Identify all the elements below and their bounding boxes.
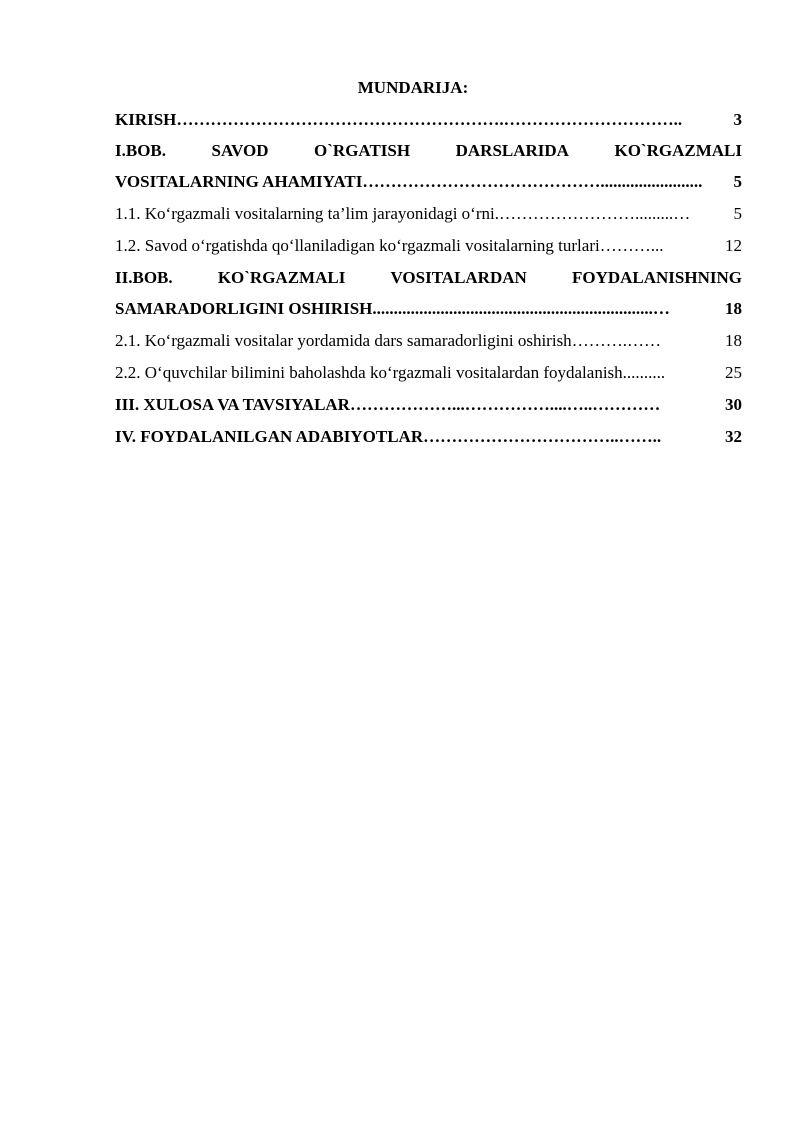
toc-entry-page: 5 [733, 204, 742, 223]
toc-entry-page: 32 [725, 427, 742, 446]
toc-entry-bob2-line1[interactable] [115, 266, 742, 290]
toc-word: II.BOB. [115, 268, 173, 287]
toc-entry-leader: …………………….........… [498, 204, 691, 223]
toc-word: I.BOB. [115, 141, 167, 160]
toc-entry-xulosa[interactable] [115, 393, 742, 417]
toc-entry-adabiyotlar[interactable] [115, 425, 742, 449]
toc-entry-page: 25 [725, 363, 742, 382]
toc-entry-1-1[interactable] [115, 202, 742, 226]
toc-title: MUNDARIJA: [357, 78, 469, 97]
toc-entry-text: 1.1. Ko‘rgazmali vositalarning ta’lim jarayonidagi o‘rni. [115, 204, 499, 223]
toc-word: VOSITALARDAN [390, 268, 527, 287]
toc-entry-leader: ………………………………………………….………………………….. [176, 110, 683, 129]
toc-entry-text: 2.2. O‘quvchilar bilimini baholashda ko‘rgazmali vositalardan foydalanish [115, 363, 623, 382]
toc-entry-kirish[interactable] [115, 108, 742, 132]
toc-word: SAVOD [211, 141, 269, 160]
toc-entry-bob2-line2[interactable] [115, 297, 742, 321]
toc-word: KO`RGAZMALI [217, 268, 346, 287]
toc-entry-leader: ………... [599, 236, 664, 255]
toc-entry-page: 5 [733, 172, 742, 191]
toc-entry-leader: ……………………………..…….. [423, 427, 662, 446]
toc-entry-bob1-line1[interactable] [115, 139, 742, 163]
toc-entry-page: 12 [725, 236, 742, 255]
toc-entry-page: 3 [733, 110, 742, 129]
toc-entry-text: SAMARADORLIGINI OSHIRISH [115, 299, 373, 318]
toc-word: FOYDALANISHNING [571, 268, 742, 287]
toc-entry-page: 30 [725, 395, 742, 414]
toc-entry-page: 18 [725, 331, 742, 350]
toc-entry-leader: ……….…… [571, 331, 661, 350]
toc-entry-2-2[interactable] [115, 361, 742, 385]
toc-entry-leader: ………………...……………....…..………… [349, 395, 661, 414]
toc-entry-text: IV. FOYDALANILGAN ADABIYOTLAR [115, 427, 424, 446]
toc-entry-text: 2.1. Ko‘rgazmali vositalar yordamida dars samaradorligini oshirish [115, 331, 572, 350]
toc-entry-bob1-line2[interactable] [115, 170, 742, 194]
toc-entry-text: KIRISH [115, 110, 177, 129]
toc-word: KO`RGAZMALI [614, 141, 742, 160]
toc-entry-leader: ..................................................................… [372, 299, 670, 318]
toc-entry-leader: ……………………………………........................ [362, 172, 703, 191]
table-of-contents [115, 108, 742, 449]
toc-entry-page: 18 [725, 299, 742, 318]
toc-entry-text: III. XULOSA VA TAVSIYALAR [115, 395, 350, 414]
toc-entry-leader: .......... [622, 363, 666, 382]
toc-entry-text: VOSITALARNING AHAMIYATI [115, 172, 363, 191]
toc-word: DARSLARIDA [455, 141, 569, 160]
toc-entry-text: 1.2. Savod o‘rgatishda qo‘llaniladigan ko‘rgazmali vositalarning turlari [115, 236, 600, 255]
toc-entry-2-1[interactable] [115, 329, 742, 353]
toc-entry-1-2[interactable] [115, 234, 742, 258]
toc-word: O`RGATISH [314, 141, 411, 160]
